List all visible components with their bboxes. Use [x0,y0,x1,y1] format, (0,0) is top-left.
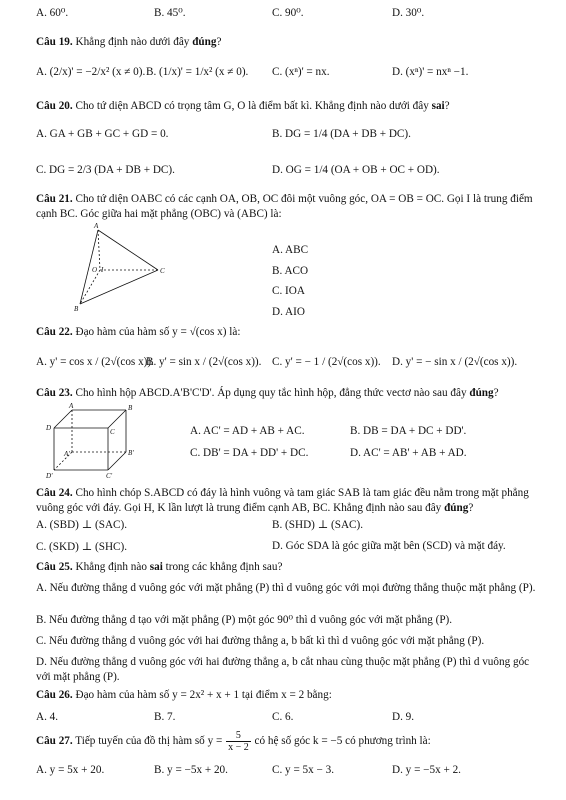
fig-label-o: O [92,266,98,274]
q23-option-a: A. AC' = AD + AB + AC. [190,425,305,437]
q23-stem: Câu 23. Cho hình hộp ABCD.A'B'C'D'. Áp dụng quy tắc hình hộp, đẳng thức vectơ nào sau đây đúng? [36,387,499,399]
q25-option-c: C. Nếu đường thẳng d vuông góc với hai đường thẳng a, b bất kì thì d vuông góc với mặt phẳng (P). [36,635,485,647]
q20-option-b: B. DG = 1/4 (DA + DB + DC). [272,128,411,140]
q18-option-a: A. 60⁰. [36,7,69,19]
q21-option-c: C. IOA [272,285,305,297]
q27-option-c: C. y = 5x − 3. [272,764,335,776]
q27-fraction: $\frac{5}{x - 2}$ [228,730,249,753]
q25-stem: Câu 25. Khẳng định nào sai trong các khẳng định sau? [36,561,283,573]
box-label-b: B [128,404,133,412]
q19-option-d: D. (xⁿ)' = nxⁿ −1. [392,66,469,78]
q18-option-d: D. 30⁰. [392,7,425,19]
q21-option-a: A. ABC [272,244,309,256]
fig-label-a: A [94,222,99,230]
box-label-a-prime: A' [64,450,70,458]
q19-stem: Câu 19. Khẳng định nào dưới đây đúng? [36,36,222,48]
q26-option-c: C. 6. [272,711,294,723]
q20-option-c: C. DG = 2/3 (DA + DB + DC). [36,164,175,176]
box-label-c: C [110,428,115,436]
q21-stem: Câu 21. Cho tứ diện OABC có các cạnh OA, OB, OC đôi một vuông góc, OA = OB = OC. Gọi I là trung điểm cạnh BC. Góc giữa hai mặt phẳng (OBC) và (ABC) là: [36,193,533,220]
q24-stem: Câu 24. Cho hình chóp S.ABCD có đáy là hình vuông và tam giác SAB là tam giác đều nằm trong mặt phẳng vuông góc với đáy. Gọi H, K lần lượt là trung điểm cạnh AB, BC. Khẳng định nào sau đây đúng? [36,487,529,514]
box-label-c-prime: C' [106,472,113,480]
q19-option-c: C. (xⁿ)' = nx. [272,66,330,78]
q25-option-d: D. Nếu đường thẳng d vuông góc với hai đường thẳng a, b cắt nhau cùng thuộc mặt phẳng (P) thì d vuông góc với mặt phẳng (P). [36,656,530,683]
q27-option-b: B. y = −5x + 20. [154,764,228,776]
box-label-b-prime: B' [128,449,134,457]
q22-option-b: B. y' = sin x / (2√(cos x)). [146,356,262,368]
q22-stem: Câu 22. Đạo hàm của hàm số y = √(cos x) là: [36,326,241,338]
q19-option-a: A. (2/x)' = −2/x² (x ≠ 0). [36,66,146,78]
fig-label-c: C [160,267,165,275]
q19-option-b: B. (1/x)' = 1/x² (x ≠ 0). [146,66,249,78]
q25-option-b: B. Nếu đường thẳng d tạo với mặt phẳng (P) một góc 90⁰ thì d vuông góc với mặt phẳng (P). [36,614,453,626]
q23-box-figure [42,402,158,482]
q24-option-a: A. (SBD) ⊥ (SAC). [36,519,128,531]
fig-label-b: B [74,305,79,313]
q26-option-a: A. 4. [36,711,59,723]
q23-option-b: B. DB = DA + DC + DD'. [350,425,467,437]
q23-option-c: C. DB' = DA + DD' + DC. [190,447,309,459]
q21-option-b: B. ACO [272,265,309,277]
q20-option-a: A. GA + GB + GC + GD = 0. [36,128,169,140]
q26-stem: Câu 26. Đạo hàm của hàm số y = 2x² + x + 1 tại điểm x = 2 bằng: [36,689,332,701]
fig-label-i: I [101,266,104,274]
q20-option-d: D. OG = 1/4 (OA + OB + OC + OD). [272,164,440,176]
q18-option-b: B. 45⁰. [154,7,186,19]
q22-option-d: D. y' = − sin x / (2√(cos x)). [392,356,518,368]
q24-option-c: C. (SKD) ⊥ (SHC). [36,541,128,553]
q21-option-d: D. AIO [272,306,305,318]
q22-option-a: A. y' = cos x / (2√(cos x)). [36,356,154,368]
q21-tetrahedron-figure [60,222,170,314]
q27-stem: Câu 27. Tiếp tuyến của đồ thị hàm số y = $\frac{5}{x - 2}$ có hệ số góc k = −5 có phương trình là: [36,730,431,753]
q22-option-c: C. y' = − 1 / (2√(cos x)). [272,356,381,368]
q24-option-d: D. Góc SDA là góc giữa mặt bên (SCD) và mặt đáy. [272,540,506,552]
q27-option-a: A. y = 5x + 20. [36,764,105,776]
box-label-d-prime: D' [46,472,53,480]
q27-option-d: D. y = −5x + 2. [392,764,461,776]
q26-option-b: B. 7. [154,711,176,723]
q20-stem: Câu 20. Cho tứ diện ABCD có trọng tâm G, O là điểm bất kì. Khẳng định nào dưới đây sai? [36,100,450,112]
q26-option-d: D. 9. [392,711,415,723]
q19-number: Câu 19. [36,36,73,48]
box-label-d: D [46,424,52,432]
q24-option-b: B. (SHD) ⊥ (SAC). [272,519,364,531]
q18-option-c: C. 90⁰. [272,7,304,19]
q23-option-d: D. AC' = AB' + AB + AD. [350,447,467,459]
q25-option-a: A. Nếu đường thẳng d vuông góc với mặt phẳng (P) thì d vuông góc với mọi đường thẳng thuộc mặt phẳng (P). [36,582,536,594]
box-label-a: A [69,402,74,410]
